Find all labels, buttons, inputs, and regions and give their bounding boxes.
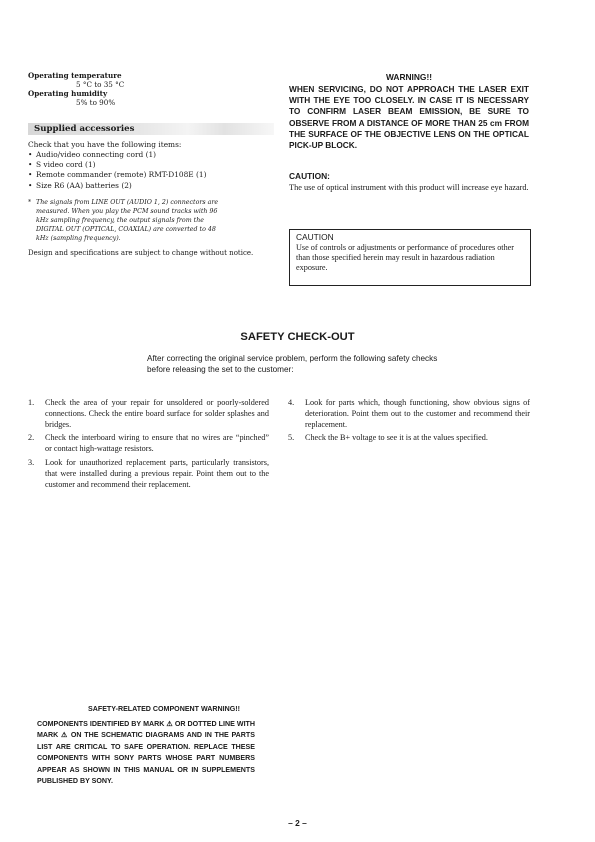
safety-checkout-title: SAFETY CHECK-OUT <box>240 331 355 343</box>
list-item: • Audio/video connecting cord (1) <box>28 150 157 159</box>
operating-temperature-value: 5 °C to 35 °C <box>76 80 125 89</box>
design-note: Design and specifications are subject to change without notice. <box>28 249 254 257</box>
footnote <box>28 199 224 244</box>
operating-humidity-value: 5% to 90% <box>76 98 116 107</box>
page-number: – 2 – <box>288 818 307 828</box>
item-number: 5. <box>288 433 295 443</box>
list-item <box>28 458 269 490</box>
accessories-list <box>28 150 207 191</box>
list-item <box>288 433 530 444</box>
accessories-intro: Check that you have the following items: <box>28 140 182 149</box>
list-item: • S video cord (1) <box>28 160 96 170</box>
safety-checkout-intro: After correcting the original service problem, perform the following safety checks before releasing the set to the customer: <box>147 354 438 374</box>
list-item <box>288 398 530 430</box>
item-text: Check the B+ voltage to see it is at the values specified. <box>305 433 488 443</box>
safety-related-title: SAFETY-RELATED COMPONENT WARNING!! <box>88 705 240 713</box>
accessories-title: Supplied accessories <box>34 124 135 134</box>
bullet: • <box>28 180 33 190</box>
footnote-mark: * <box>28 199 32 206</box>
item-number: 4. <box>288 398 295 407</box>
bullet: • <box>28 170 33 180</box>
list-item: • Size R6 (AA) batteries (2) <box>28 180 132 190</box>
safety-checks-right <box>288 398 530 447</box>
bullet: • <box>28 160 33 170</box>
list-item: • Remote commander (remote) RMT-D108E (1) <box>28 170 207 180</box>
bullet: • <box>28 150 33 159</box>
operating-humidity-label: Operating humidity <box>28 89 108 98</box>
item-number: 1. <box>28 398 35 407</box>
item-number: 2. <box>28 433 35 443</box>
warning-title: WARNING!! <box>385 72 433 82</box>
warning-body: WHEN SERVICING, DO NOT APPROACH THE LASER EXIT WITH THE EYE TOO CLOSELY. IN CASE IT IS NECESSARY TO CONFIRM LASER BEAM EMISSION, BE SURE TO OBSERVE FROM A DISTANCE OF MORE THAN 25 cm FROM THE SURFACE OF THE OBJECTIVE LENS ON THE OPTICAL PICK-UP BLOCK. <box>289 84 529 151</box>
footnote-text: The signals from LINE OUT (AUDIO 1, 2) connectors are measured. When you play the PCM sound tracks with 96 kHz sampling frequency, the output signals from the DIGITAL OUT (OPTICAL, COAXIAL) are converted to 48 kHz (sampling frequency). <box>36 199 219 242</box>
caution-box <box>289 229 531 286</box>
item-text: Look for unauthorized replacement parts, particularly transistors, that were installed during a previous repair. Point them out to the customer and recommend their replacement. <box>45 457 269 489</box>
caution-body: The use of optical instrument with this product will increase eye hazard. <box>289 183 529 192</box>
operating-temperature-label: Operating temperature <box>28 71 122 80</box>
list-item <box>28 433 269 455</box>
item-text: Check the area of your repair for unsoldered or poorly-soldered connections. Check the entire board surface for solder splashes and bridges. <box>45 398 269 429</box>
item-number: 3. <box>28 457 35 467</box>
item-text: Look for parts which, though functioning, show obvious signs of deterioration. Point them out to the customer and recommend their replacement. <box>305 398 530 429</box>
caution-box-title: CAUTION <box>296 232 334 242</box>
caution-title: CAUTION: <box>289 171 330 181</box>
safety-related-body: COMPONENTS IDENTIFIED BY MARK ⚠ OR DOTTED LINE WITH MARK ⚠ ON THE SCHEMATIC DIAGRAMS AND IN THE PARTS LIST ARE CRITICAL TO SAFE OPERATION. REPLACE THESE COMPONENTS WITH SONY PARTS WHOSE PART NUMBERS APPEAR AS SHOWN IN THIS MANUAL OR IN SUPPLEMENTS PUBLISHED BY SONY. <box>37 720 255 786</box>
list-item <box>28 398 269 430</box>
item-text: Check the interboard wiring to ensure that no wires are “pinched” or contact high-wattage resistors. <box>45 433 269 454</box>
safety-checks-left <box>28 398 269 493</box>
caution-box-body: Use of controls or adjustments or performance of procedures other than those specified herein may result in hazardous radiation exposure. <box>296 243 515 273</box>
